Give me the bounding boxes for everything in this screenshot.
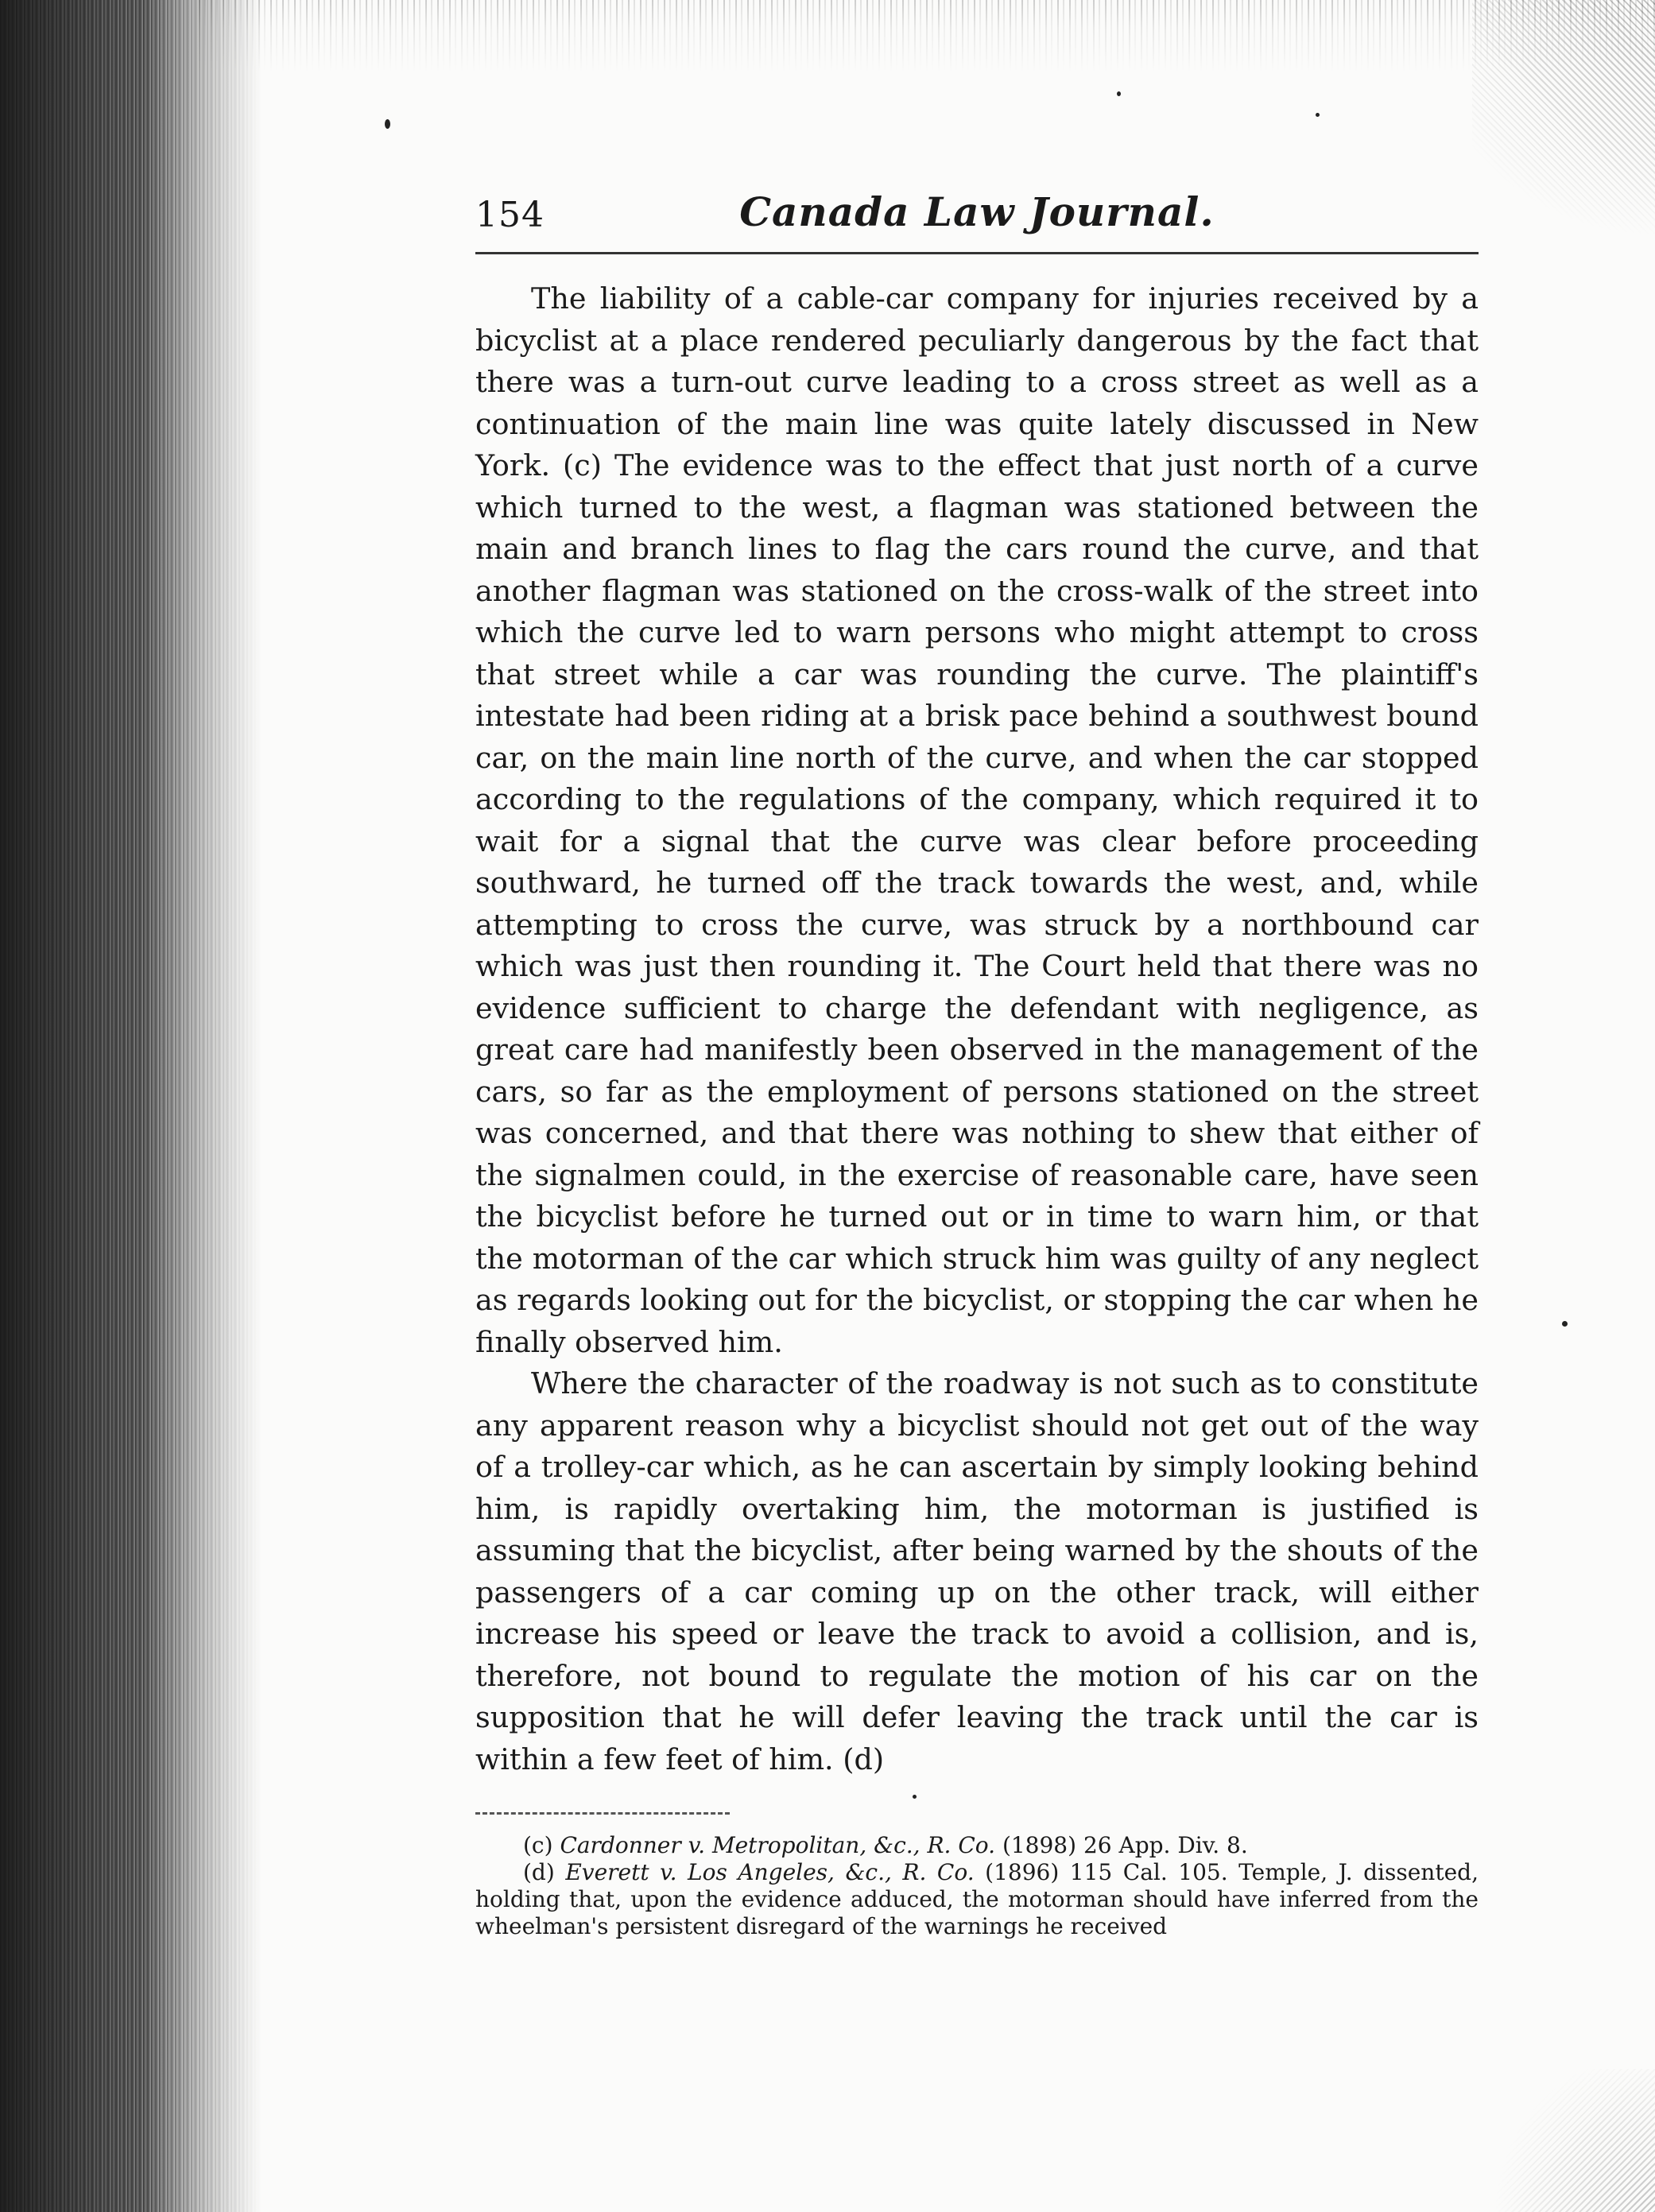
scan-speck xyxy=(1562,1321,1568,1327)
footnote-divider xyxy=(475,1812,730,1815)
footnote xyxy=(475,1859,1479,1940)
scan-top-edge xyxy=(199,0,1655,72)
footnote-marker: (d) xyxy=(523,1859,555,1885)
scan-speck xyxy=(1316,113,1320,117)
footnote-marker: (c) xyxy=(523,1832,553,1858)
footnote-citation: (1896) 115 Cal. 105. Temple, J. dissented, holding that, upon the evidence adduced, the motorman should have inferred from the wheelman's persistent disregard of the warnings he received xyxy=(475,1859,1479,1939)
footnote-case-name: Cardonner v. Metropolitan, &c., R. Co. xyxy=(560,1832,996,1858)
body-text xyxy=(475,278,1479,1780)
scan-binding-shadow xyxy=(0,0,262,2212)
footnotes xyxy=(475,1832,1479,1940)
footnote-citation: (1898) 26 App. Div. 8. xyxy=(1002,1832,1248,1858)
scan-speck xyxy=(1117,91,1121,96)
document-page xyxy=(475,179,1479,1940)
page-number: 154 xyxy=(475,195,545,235)
journal-title: Canada Law Journal. xyxy=(739,188,1215,235)
page-header xyxy=(475,179,1479,254)
footnote-case-name: Everett v. Los Angeles, &c., R. Co. xyxy=(565,1859,975,1885)
paragraph: Where the character of the roadway is not such as to constitute any apparent reason why a bicyclist should not get out of the way of a trolley-car which, as he can ascertain by simply looking behind him, is rapidly overtaking him, the motorman is justified is assuming that the bicyclist, after being warned by the shouts of the passengers of a car coming up on the other track, will either increase his speed or leave the track to avoid a collision, and is, therefore, not bound to regulate the motion of his car on the supposition that he will defer leaving the track until the car is within a few feet of him. (d) xyxy=(475,1366,1479,1776)
scan-speck xyxy=(385,119,390,129)
scan-corner-bottom-right xyxy=(1496,2069,1655,2212)
scan-corner-top-right xyxy=(1472,0,1655,254)
paragraph: The liability of a cable-car company for injuries received by a bicyclist at a place rendered peculiarly dangerous by the fact that there was a turn-out curve leading to a cross street as well as a continuation of the main line was quite lately discussed in New York. (c) The evidence was to the effect that just north of a curve which turned to the west, a flagman was stationed between the main and branch lines to flag the cars round the curve, and that another flagman was stationed on the cross-walk of the street into which the curve led to warn persons who might attempt to cross that street while a car was rounding the curve. The plaintiff's intestate had been riding at a brisk pace behind a southwest bound car, on the main line north of the curve, and when the car stopped according to the regulations of the company, which required it to wait for a signal that the curve was clear before proceeding southward, he turned off the track towards the west, and, while attempting to cross the curve, was struck by a northbound car which was just then rounding it. The Court held that there was no evidence sufficient to charge the defendant with negligence, as great care had manifestly been observed in the management of the cars, so far as the employment of persons stationed on the street was concerned, and that there was nothing to shew that either of the signalmen could, in the exercise of reasonable care, have seen the bicyclist before he turned out or in time to warn him, or that the motorman of the car which struck him was guilty of any neglect as regards looking out for the bicyclist, or stopping the car when he finally observed him. xyxy=(475,281,1479,1359)
footnote xyxy=(475,1832,1479,1859)
